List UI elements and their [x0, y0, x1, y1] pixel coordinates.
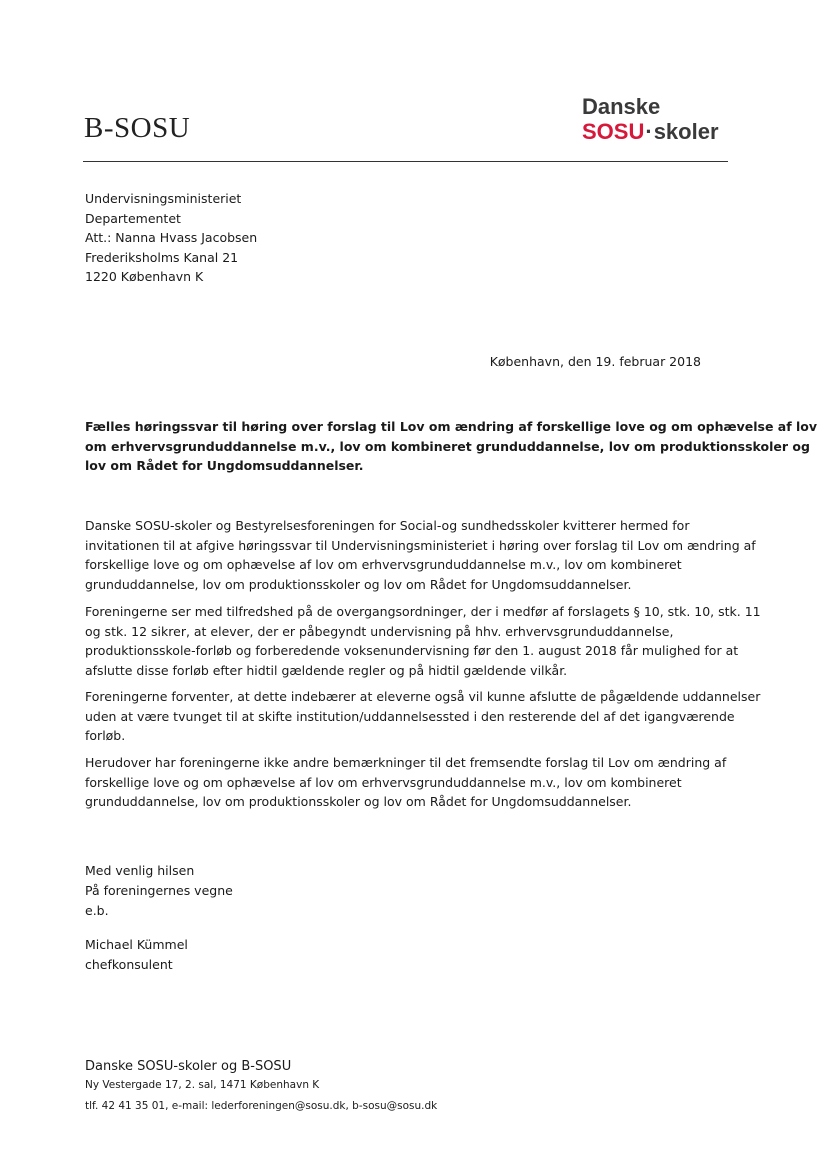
- paragraph-line: afslutte disse forløb efter hidtil gældende regler og på hidtil gældende vilkår.: [85, 662, 568, 678]
- subject-line: lov om Rådet for Ungdomsuddannelser.: [85, 458, 364, 473]
- paragraph-line: forskellige love og om ophævelse af lov om erhvervsgrunduddannelse m.v., lov om kombineret: [85, 774, 682, 790]
- signer-title: chefkonsulent: [85, 957, 173, 972]
- paragraph-line: Foreningerne forventer, at dette indebærer at eleverne også vil kunne afslutte de pågældende uddannelser: [85, 689, 761, 704]
- danske-sosu-skoler-logo-line2: [582, 120, 719, 144]
- logo-sosu-text: SOSU: [582, 119, 645, 144]
- paragraph-line: Danske SOSU-skoler og Bestyrelsesforeningen for Social-og sundhedsskoler kvitterer hermed for: [85, 518, 690, 533]
- footer-organization: Danske SOSU-skoler og B-SOSU: [85, 1059, 292, 1074]
- paragraph-line: invitationen til at afgive høringssvar til Undervisningsministeriet i høring over forslag til Lov om ændring af: [85, 537, 756, 553]
- footer-contact: tlf. 42 41 35 01, e-mail: lederforeningen@sosu.dk, b-sosu@sosu.dk: [85, 1100, 438, 1112]
- logo-skoler-text: skoler: [653, 119, 719, 144]
- recipient-line: Att.: Nanna Hvass Jacobsen: [85, 230, 258, 245]
- recipient-line: Departementet: [85, 210, 181, 226]
- body-paragraph-2: [85, 602, 761, 680]
- subject-line: Fælles høringssvar til høring over forslag til Lov om ændring af forskellige love og om ophævelse af lov: [85, 419, 818, 434]
- closing-line: e.b.: [85, 903, 109, 918]
- closing-line: Med venlig hilsen: [85, 863, 195, 878]
- danske-sosu-skoler-logo-line1: Danske: [582, 94, 661, 119]
- recipient-line: 1220 København K: [85, 269, 204, 284]
- header-divider: [83, 161, 728, 162]
- paragraph-line: Foreningerne ser med tilfredshed på de overgangsordninger, der i medfør af forslagets § 10, stk. 10, stk. 11: [85, 604, 761, 619]
- paragraph-line: grunduddannelse, lov om produktionsskoler og lov om Rådet for Ungdomsuddannelser.: [85, 576, 632, 592]
- footer-address: Ny Vestergade 17, 2. sal, 1471 København K: [85, 1079, 320, 1091]
- paragraph-line: uden at være tvunget til at skifte institution/uddannelsessted i den resterende del af det igangværende: [85, 708, 735, 724]
- paragraph-line: og stk. 12 sikrer, at elever, der er påbegyndt undervisning på hhv. erhvervsgrunduddannelse,: [85, 623, 674, 639]
- paragraph-line: Herudover har foreningerne ikke andre bemærkninger til det fremsendte forslag til Lov om ændring af: [85, 755, 727, 770]
- b-sosu-logo: B-SOSU: [84, 112, 191, 144]
- body-paragraph-3: [85, 687, 761, 746]
- letter-subject: [85, 417, 818, 476]
- closing-line: På foreningernes vegne: [85, 883, 233, 898]
- signer-name: Michael Kümmel: [85, 937, 188, 952]
- body-paragraph-1: [85, 516, 756, 594]
- letter-date: København, den 19. februar 2018: [489, 354, 701, 369]
- recipient-line: Undervisningsministeriet: [85, 191, 242, 206]
- paragraph-line: forskellige love og om ophævelse af lov om erhvervsgrunduddannelse m.v., lov om kombineret: [85, 557, 682, 572]
- letter-closing: [85, 861, 233, 921]
- letter-signer: [85, 935, 188, 975]
- recipient-line: Frederiksholms Kanal 21: [85, 249, 239, 265]
- subject-line: om erhvervsgrunduddannelse m.v., lov om kombineret grunduddannelse, lov om produktionsskoler og: [85, 438, 810, 454]
- paragraph-line: produktionsskole-forløb og forberedende voksenundervisning før den 1. august 2018 får mulighed for at: [85, 643, 739, 658]
- paragraph-line: forløb.: [85, 728, 126, 743]
- logo-dot: ·: [645, 119, 653, 144]
- body-paragraph-4: [85, 753, 735, 812]
- paragraph-line: grunduddannelse, lov om produktionsskoler og lov om Rådet for Ungdomsuddannelser.: [85, 794, 632, 809]
- recipient-address: [85, 189, 257, 287]
